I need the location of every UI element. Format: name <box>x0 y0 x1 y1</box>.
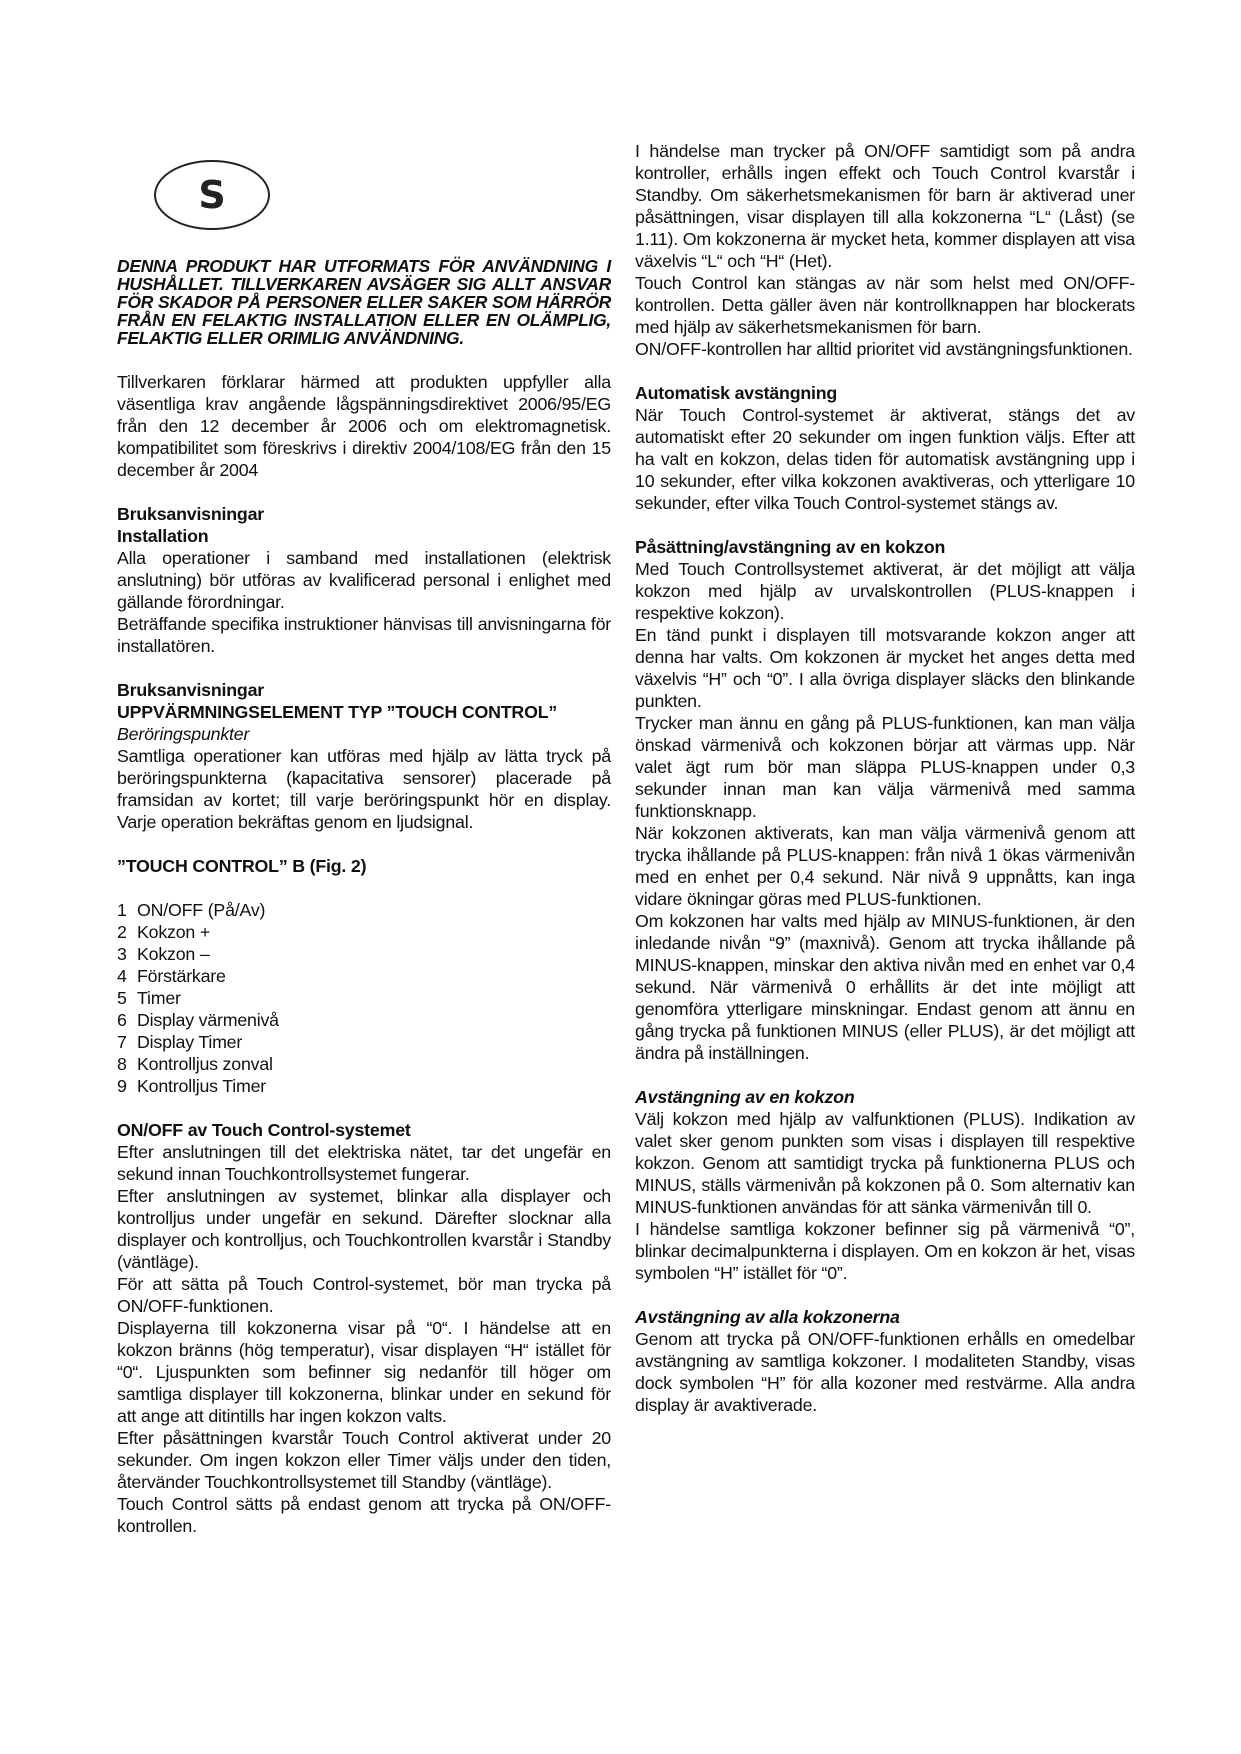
auto-off-heading: Automatisk avstängning <box>635 383 838 403</box>
zone-on-off-paragraph-4: När kokzonen aktiverats, kan man välja värmenivå genom att trycka ihållande på PLUS-knappen: från nivå 1 ökas värmenivån med en enhet per 0,4 sekund. När nivå 9 uppnåtts, kan inga vidare ökningar göras med PLUS-funktionen. <box>635 823 1135 909</box>
list-item: 7 Display Timer <box>117 1032 243 1052</box>
language-letter: S <box>198 173 226 217</box>
installation-text-2: Beträffande specifika instruktioner hänvisas till anvisningarna för installatören. <box>117 614 611 656</box>
right-column <box>635 140 1135 1416</box>
zone-off-paragraph-1: Välj kokzon med hjälp av valfunktionen (PLUS). Indikation av valet sker genom punkten som visas i displayen till respektive kokzon. Genom att samtidigt trycka på funktionerna PLUS och MINUS, ställs värmenivån på kokzonen på 0. Som alternativ kan MINUS-funktionen användas för att sänka värmenivån till 0. <box>635 1109 1135 1217</box>
zone-on-off-heading: Påsättning/avstängning av en kokzon <box>635 537 946 557</box>
touch-control-element-heading: UPPVÄRMNINGSELEMENT TYP ”TOUCH CONTROL” <box>117 702 558 722</box>
control-parts-list <box>117 899 611 1097</box>
left-column <box>117 257 611 1537</box>
onoff-paragraph-3: För att sätta på Touch Control-systemet, bör man trycka på ON/OFF-funktionen. <box>117 1274 611 1316</box>
onoff-paragraph-2: Efter anslutningen av systemet, blinkar alla displayer och kontrolljus under ungefär en sekund. Därefter slocknar alla displayer och kontrolljus, och Touchkontrollen kvarstår i Standby (väntläge). <box>117 1186 611 1272</box>
all-zones-off-text: Genom att trycka på ON/OFF-funktionen erhålls en omedelbar avstängning av samtliga kokzoner. I modaliteten Standby, visas dock symbolen “H” för alla kozoner med restvärme. Alla andra display är avaktiverade. <box>635 1329 1135 1415</box>
installation-text: Alla operationer i samband med installationen (elektrisk anslutning) bör utföras av kvalificerad personal i enlighet med gällande förordningar. <box>117 548 611 612</box>
zone-off-paragraph-2: I händelse samtliga kokzoner befinner sig på värmenivå “0”, blinkar decimalpunkterna i displayen. Om en kokzon är het, visas symbolen “H” istället för “0”. <box>635 1219 1135 1283</box>
onoff-paragraph-1: Efter anslutningen till det elektriska nätet, tar det ungefär en sekund innan Touchkontrollsystemet fungerar. <box>117 1142 611 1184</box>
right-paragraph-3: ON/OFF-kontrollen har alltid prioritet vid avstängningsfunktionen. <box>635 339 1133 359</box>
list-item: 8 Kontrolljus zonval <box>117 1054 273 1074</box>
onoff-paragraph-6: Touch Control sätts på endast genom att trycka på ON/OFF-kontrollen. <box>117 1494 611 1536</box>
figure-heading: ”TOUCH CONTROL” B (Fig. 2) <box>117 856 367 876</box>
language-badge <box>154 160 270 230</box>
auto-off-text: När Touch Control-systemet är aktiverat, stängs det av automatiskt efter 20 sekunder om ingen funktion väljs. Efter att ha valt en kokzon, delas tiden för automatisk avstängning upp i 10 sekunder, efter vilka kokzonen avaktiveras, och ytterligare 10 sekunder, efter vilka Touch Control-systemet stängs av. <box>635 405 1135 513</box>
right-paragraph-1: I händelse man trycker på ON/OFF samtidigt som på andra kontroller, erhålls ingen effekt och Touch Control kvarstår i Standby. Om säkerhetsmekanismen för barn är aktiverad uner påsättningen, visar displayen till alla kokzonerna “L“ (Låst) (se 1.11). Om kokzonerna är mycket heta, kommer displayen att visa växelvis “L“ och “H“ (Het). <box>635 141 1135 271</box>
all-zones-off-heading: Avstängning av alla kokzonerna <box>635 1307 900 1327</box>
instructions-heading: Bruksanvisningar <box>117 504 265 524</box>
list-item: 5 Timer <box>117 988 181 1008</box>
list-item: 6 Display värmenivå <box>117 1010 279 1030</box>
installation-heading: Installation <box>117 526 209 546</box>
onoff-paragraph-5: Efter påsättningen kvarstår Touch Control aktiverat under 20 sekunder. Om ingen kokzon eller Timer väljs under den tiden, återvänder Touchkontrollsystemet till Standby (väntläge). <box>117 1428 611 1492</box>
onoff-heading: ON/OFF av Touch Control-systemet <box>117 1120 411 1140</box>
right-paragraph-2: Touch Control kan stängas av när som helst med ON/OFF-kontrollen. Detta gäller även när kontrollknappen har blockerats med hjälp av säkerhetsmekanismen för barn. <box>635 273 1135 337</box>
conformity-declaration: Tillverkaren förklarar härmed att produkten uppfyller alla väsentliga krav angående lågspänningsdirektivet 2006/95/EG från den 12 december år 2006 och om elektromagnetisk. kompatibilitet som föreskrivs i direktiv 2004/108/EG från den 15 december år 2004 <box>117 372 611 480</box>
touch-points-heading: Beröringspunkter <box>117 724 250 744</box>
list-item: 3 Kokzon – <box>117 944 210 964</box>
list-item: 9 Kontrolljus Timer <box>117 1076 267 1096</box>
zone-off-heading: Avstängning av en kokzon <box>635 1087 855 1107</box>
onoff-paragraph-4: Displayerna till kokzonerna visar på “0“. I händelse att en kokzon bränns (hög temperatur), visar displayen “H“ istället för “0“. Ljuspunkten som befinner sig nedanför till höger om samtliga displayer till kokzonerna, blinkar under en sekund för att ange att ditintills har ingen kokzon valts. <box>117 1318 611 1426</box>
zone-on-off-paragraph-1: Med Touch Controllsystemet aktiverat, är det möjligt att välja kokzon med hjälp av urvalskontrollen (PLUS-knappen i respektive kokzon). <box>635 559 1135 623</box>
instructions-heading-2: Bruksanvisningar <box>117 680 265 700</box>
list-item: 1 ON/OFF (På/Av) <box>117 900 266 920</box>
zone-on-off-paragraph-5: Om kokzonen har valts med hjälp av MINUS-funktionen, är den inledande nivån “9” (maxnivå). Genom att trycka ihållande på MINUS-knappen, minskar den aktiva nivån med en enhet var 0,4 sekund. När värmenivå 0 erhållits är det inte möjligt att genomföra ytterligare minskningar. Endast genom att ännu en gång trycka på funktionen MINUS (eller PLUS), är det möjligt att ändra på inställningen. <box>635 911 1135 1063</box>
list-item: 2 Kokzon + <box>117 922 211 942</box>
zone-on-off-paragraph-2: En tänd punkt i displayen till motsvarande kokzon anger att denna har valts. Om kokzonen är mycket het anges detta med växelvis “H” och “0”. I alla övriga displayer släcks den blinkande punkten. <box>635 625 1135 711</box>
touch-points-text: Samtliga operationer kan utföras med hjälp av lätta tryck på beröringspunkterna (kapacitativa sensorer) placerade på framsidan av kortet; till varje beröringspunkt hör en display. Varje operation bekräftas genom en ljudsignal. <box>117 746 611 832</box>
zone-on-off-paragraph-3: Trycker man ännu en gång på PLUS-funktionen, kan man välja önskad värmenivå och kokzonen börjar att värmas upp. När valet ägt rum bör man släppa PLUS-knappen under 0,3 sekunder innan man kan välja värmenivå med samma funktionsknapp. <box>635 713 1135 821</box>
liability-warning: DENNA PRODUKT HAR UTFORMATS FÖR ANVÄNDNING I HUSHÅLLET. TILLVERKAREN AVSÄGER SIG ALLT ANSVAR FÖR SKADOR PÅ PERSONER ELLER SAKER SOM HÄRRÖR FRÅN EN FELAKTIG INSTALLATION ELLER EN OLÄMPLIG, FELAKTIG ELLER ORIMLIG ANVÄNDNING. <box>117 256 611 348</box>
list-item: 4 Förstärkare <box>117 966 226 986</box>
